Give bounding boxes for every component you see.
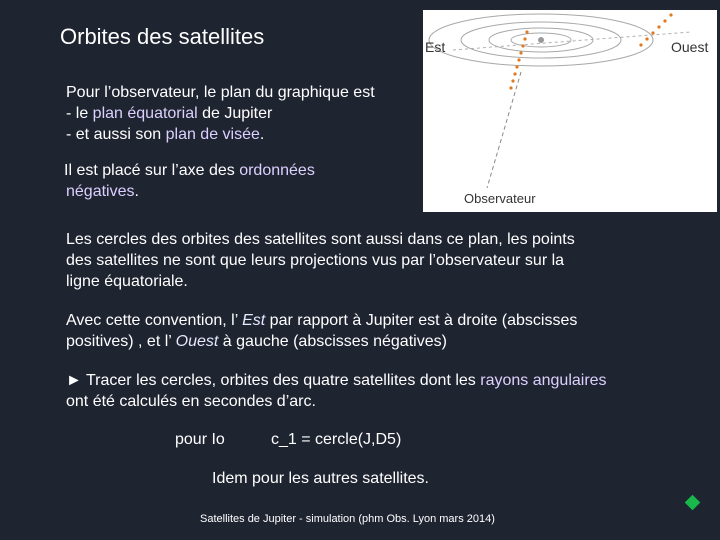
convention-l1-suffix: par rapport à Jupiter est à droite (abscisses xyxy=(265,312,578,329)
ouest-word: Ouest xyxy=(175,333,219,350)
negatives-highlight: négatives xyxy=(66,183,135,200)
cercles-line-3: ligne équatoriale. xyxy=(66,273,188,290)
pour-io-label: pour Io xyxy=(175,431,225,448)
plan-line-2-prefix: - le xyxy=(66,105,93,122)
est-word: Est xyxy=(242,312,266,329)
slide-title: Orbites des satellites xyxy=(60,24,265,49)
paragraph-tracer xyxy=(66,370,607,412)
convention-l1-prefix: Avec cette convention, l’ xyxy=(66,312,243,329)
axe-line-1 xyxy=(64,160,315,181)
idem-text: Idem pour les autres satellites. xyxy=(212,470,429,487)
cercles-line-2: des satellites ne sont que leurs projections vus par l’observateur sur la xyxy=(66,252,565,269)
formula-text: c_1 = cercle(J,D5) xyxy=(271,431,402,448)
paragraph-convention xyxy=(66,310,577,352)
rayons-angulaires-highlight: rayons angulaires xyxy=(480,372,607,389)
label-observateur: Observateur xyxy=(464,191,536,206)
ordonnees-highlight: ordonnées xyxy=(239,162,315,179)
paragraph-cercles xyxy=(66,229,575,292)
convention-line-1 xyxy=(66,310,577,331)
label-est: Est xyxy=(425,39,446,55)
plan-line-2-suffix: de Jupiter xyxy=(197,105,273,122)
satellite-dots-left xyxy=(509,30,528,89)
paragraph-axe xyxy=(64,160,315,202)
plan-line-3 xyxy=(66,124,375,145)
plan-equatorial-highlight: plan équatorial xyxy=(92,105,198,122)
convention-l2-prefix: positives) , et l’ xyxy=(66,333,176,350)
orbit-figure xyxy=(423,10,717,212)
line-of-sight xyxy=(487,72,521,188)
convention-l2-suffix: à gauche (abscisses négatives) xyxy=(218,333,447,350)
nav-diamond-icon[interactable] xyxy=(685,495,701,511)
paragraph-plan xyxy=(66,82,375,145)
tracer-l1-prefix: ► Tracer les cercles, orbites des quatre satellites dont les xyxy=(66,372,481,389)
cercles-line-1: Les cercles des orbites des satellites sont aussi dans ce plan, les points xyxy=(66,231,575,248)
axe-suffix: . xyxy=(134,183,139,200)
plan-line-3-suffix: . xyxy=(259,126,265,143)
plan-line-2 xyxy=(66,103,375,124)
label-ouest: Ouest xyxy=(671,39,709,55)
tracer-line-2: ont été calculés en secondes d’arc. xyxy=(66,393,316,410)
tracer-line-1 xyxy=(66,370,607,391)
orbit-figure-svg xyxy=(423,10,717,212)
slide-footer: Satellites de Jupiter - simulation (phm Obs. Lyon mars 2014) xyxy=(200,513,495,525)
plan-line-1: Pour l’observateur, le plan du graphique est xyxy=(66,84,375,101)
plan-visee-highlight: plan de visée xyxy=(165,126,260,143)
plan-line-3-prefix: - et aussi son xyxy=(66,126,166,143)
convention-line-2 xyxy=(66,331,577,352)
axe-line-2 xyxy=(64,181,315,202)
jupiter-icon xyxy=(538,37,544,43)
axe-prefix: Il est placé sur l’axe des xyxy=(64,162,240,179)
